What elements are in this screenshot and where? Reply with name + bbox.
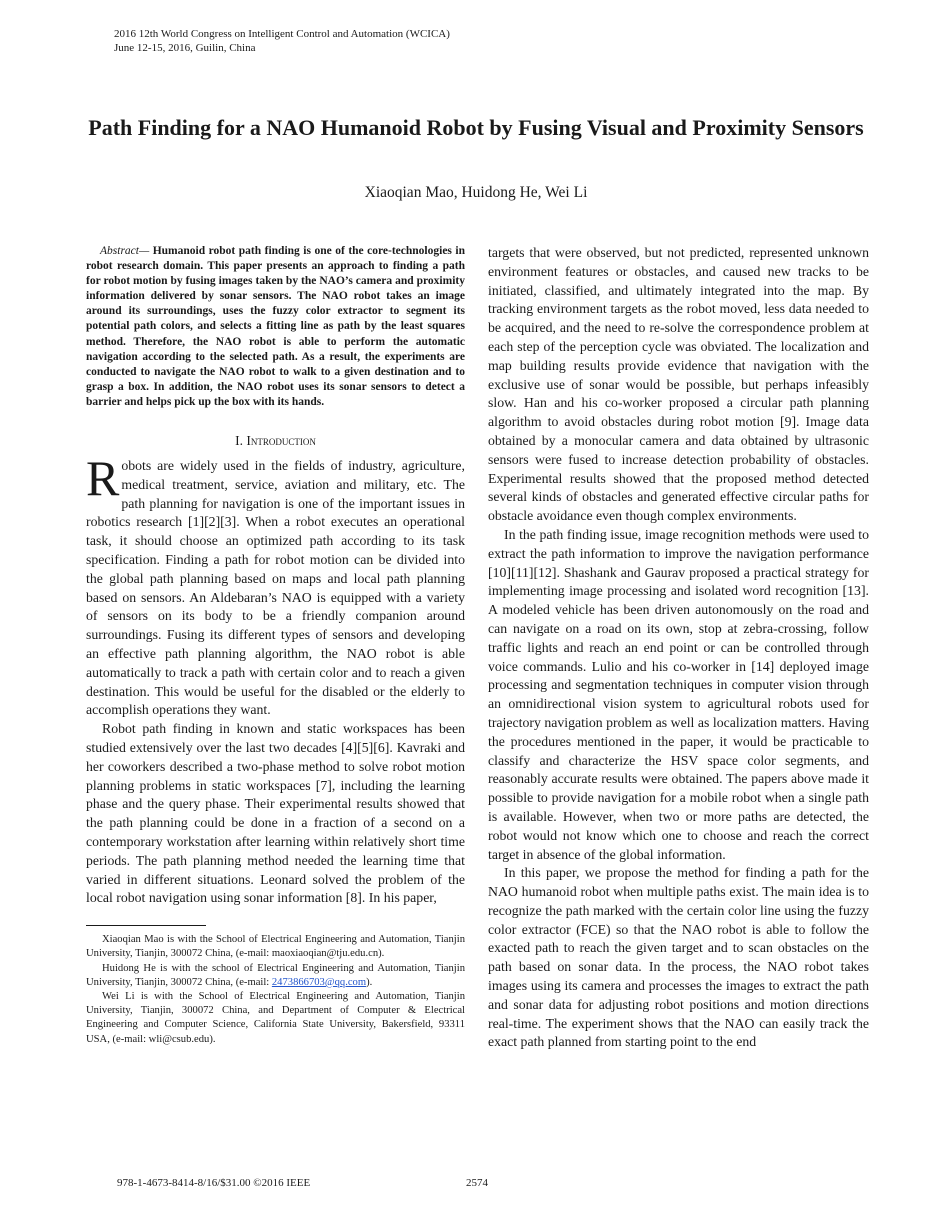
intro-paragraph-1-text: obots are widely used in the fields of industry, agriculture, medical treatment, service, aviation and military, etc. The path planning for navigation is one of the important issues in robotics research [1][2][3]. When a robot executes an operational task, it should choose an optimized path according to its task specification. Finding a path for robot motion can be divided into the global path planning based on maps and local path planning based on sensors. An Aldebaran’s NAO is equipped with a variety of sensors on its body to be a friendly companion around surroundings. Fusing its different types of sensors and developing an effective path planning algorithm, the NAO robot is able automatically to track a path with certain color and to reach a given destination. This would be useful for the disabled or the elderly to accomplish operations they want.	[86, 458, 465, 718]
conference-date: June 12-15, 2016, Guilin, China	[114, 42, 256, 54]
paper-title: Path Finding for a NAO Humanoid Robot by Fusing Visual and Proximity Sensors	[88, 115, 864, 140]
left-column	[86, 244, 465, 1047]
drop-cap: R	[86, 450, 120, 507]
paper-authors: Xiaoqian Mao, Huidong He, Wei Li	[364, 184, 588, 201]
footnote-2-end: ).	[366, 976, 373, 988]
footnote-2-text: Huidong He is with the school of Electrical Engineering and Automation, Tianjin University, Tianjin, 300072 China, (e-mail:	[86, 962, 465, 988]
footer-isbn: 978-1-4673-8414-8/16/$31.00 ©2016 IEEE	[117, 1177, 311, 1189]
intro-paragraph-1	[86, 450, 465, 720]
abstract	[86, 244, 465, 410]
right-paragraph-3: In this paper, we propose the method for finding a path for the NAO humanoid robot when multiple paths exist. The main idea is to recognize the path marked with the certain color line using the fuzzy color extractor (FCE) so that the NAO robot is able to follow the exacted path to reach the given target and to scan obstacles on the path based on sonar data. In the process, the NAO robot takes images using its camera and processes the images to extract the path and sonar data for adjusting robot positions and motion directions real-time. The experiment shows that the NAO can easily track the exact path planned from starting point to the end	[488, 865, 869, 1050]
footer-page-number: 2574	[466, 1177, 488, 1189]
footnote-author-3: Wei Li is with the School of Electrical Engineering and Automation, Tianjin University, Tianjin, 300072 China, and Department of Computer & Electrical Engineering and Computer Science, California State University, Bakersfield, 93311 USA, (e-mail: wli@csub.edu).	[86, 990, 465, 1045]
conference-name: 2016 12th World Congress on Intelligent Control and Automation (WCICA)	[114, 28, 450, 40]
footnote-author-2	[86, 962, 465, 990]
right-paragraph-2: In the path finding issue, image recognition methods were used to extract the path information to improve the navigation performance [10][11][12]. Shashank and Gaurav proposed a practical strategy for implementing image processing and isolated word recognition [13]. A modeled vehicle has been driven autonomously on the road and can navigate on a road on its own, stop at zebra-crossing, follow traffic lights and reach an end point or can be controlled through voice commands. Lulio and his co-worker in [14] deployed image processing and segmentation techniques in computer vision through an omnidirectional vision system to agricultural robots used for trajectory navigation problem as well as localization matters. Having the procedures mentioned in the paper, it would be practicable to classify and characterize the HSV space color segments, and reasonably accurate results were obtained. The papers above made it possible to provide navigation for a mobile robot when a single path is available. However, when two or more paths are detected, the robot would not know which one to choose and reach the correct target in absence of the global information.	[488, 526, 869, 862]
email-link[interactable]: 2473866703@qq.com	[271, 976, 367, 988]
right-paragraph-1: targets that were observed, but not predicted, represented unknown environment features or obstacles, and caused new tracks to be initiated, classified, and ultimately integrated into the map. By tracking environment targets as the robot moved, less data needed to be acquired, and the need to re-solve the correspondence problem at each step of the perception cycle was obviated. The localization and map building results provide evidence that navigation with the exclusive use of sonar would be possible, but perhaps infeasibly slow. Han and his co-worker proposed a circular path planning algorithm to avoid obstacles during robot motion [9]. Image data obtained by a monocular camera and data obtained by ultrasonic sensors were fused to increase detection probability of obstacles. Experimental results showed that the proposed method detected several kinds of obstacles and generated effective circular paths for obstacle avoidance even though complex environments.	[488, 245, 869, 524]
section-heading-introduction	[86, 433, 465, 449]
footnote-rule	[86, 925, 206, 926]
right-column	[488, 244, 869, 1052]
abstract-text: Humanoid robot path finding is one of the core-technologies in robot research domain. This paper presents an approach to finding a path for robot motion by fusing images taken by the NAO’s camera and proximity information delivered by sonar sensors. The NAO robot takes an image around its surroundings, uses the fuzzy color extractor to segment its potential path colors, and selects a fitting line as path by the least squares method. Therefore, the NAO robot is able to perform the automatic navigation according to the selected path. As a result, the experiments are conducted to navigate the NAO robot to walk to a given destination and to grasp a box. In addition, the NAO robot uses its sonar sensors to detect a barrier and helps pick up the box with its hands.	[86, 245, 465, 408]
section-number: I.	[235, 433, 243, 449]
abstract-lead: Abstract—	[100, 245, 150, 257]
footnote-author-1: Xiaoqian Mao is with the School of Electrical Engineering and Automation, Tianjin University, Tianjin, 300072 China, (e-mail: maoxiaoqian@tju.edu.cn).	[86, 934, 465, 960]
conference-header	[114, 27, 450, 55]
section-title: Introduction	[246, 433, 316, 449]
intro-paragraph-2: Robot path finding in known and static workspaces has been studied extensively over the last two decades [4][5][6]. Kavraki and her coworkers described a two-phase method to solve robot motion planning problems in static workspaces [7], including the learning phase and the query phase. Their experimental results showed that the path planning could be done in a fraction of a second on a contemporary workstation after learning within relatively short time periods. The path planning method needed the learning time that varied in different situations. Leonard solved the problem of the local robot navigation using sonar information [8]. In his paper,	[86, 721, 465, 906]
